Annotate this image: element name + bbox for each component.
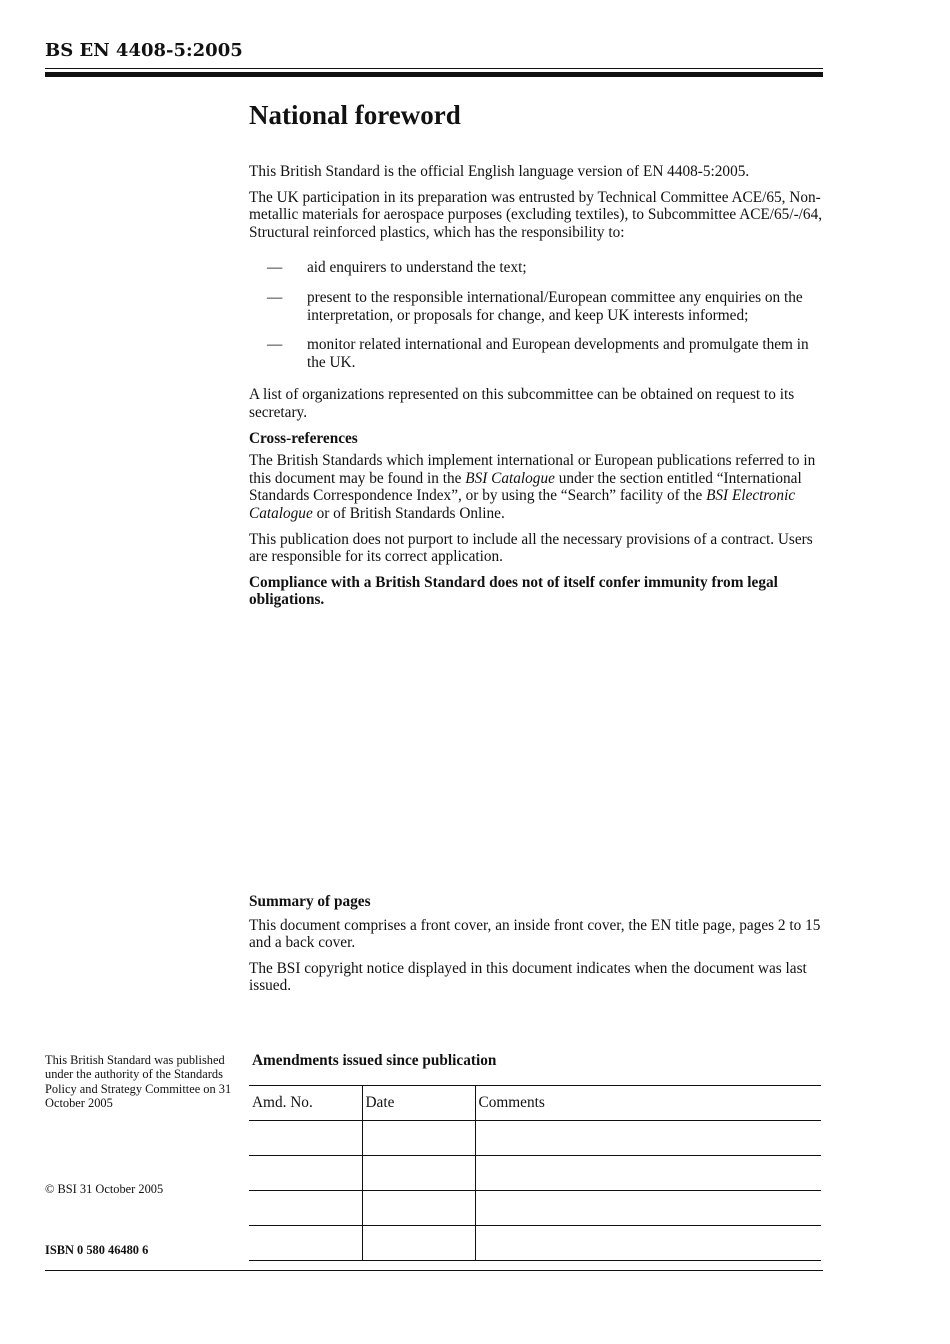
document-id: BS EN 4408-5:2005	[45, 40, 243, 61]
dash-marker: —	[267, 288, 283, 306]
column-header-amd-no: Amd. No.	[249, 1086, 362, 1121]
footer-rule	[45, 1270, 823, 1271]
summary-of-pages	[249, 893, 824, 1003]
summary-paragraph-2: The BSI copyright notice displayed in this document indicates when the document was last issued.	[249, 959, 807, 995]
column-header-date: Date	[362, 1086, 475, 1121]
table-cell	[475, 1156, 821, 1191]
page-title: National foreword	[249, 100, 461, 130]
intro-paragraph-1: This British Standard is the official English language version of EN 4408-5:2005.	[249, 163, 750, 180]
list-item-text: present to the responsible international/European committee any enquiries on the interpretation, or proposals for change, and keep UK interests informed;	[307, 288, 803, 324]
list-item	[249, 336, 824, 371]
table-cell	[475, 1191, 821, 1226]
list-note: A list of organizations represented on this subcommittee can be obtained on request to its secretary.	[249, 386, 795, 421]
table-cell	[362, 1156, 475, 1191]
table-row	[249, 1121, 821, 1156]
bsi-catalogue-title: BSI Catalogue	[465, 469, 555, 487]
cross-references-paragraph-1	[249, 452, 824, 522]
summary-paragraph-1: This document comprises a front cover, an inside front cover, the EN title page, pages 2 to 15 and a back cover.	[249, 916, 821, 952]
table-row	[249, 1156, 821, 1191]
table-cell	[362, 1226, 475, 1261]
table-header-row	[249, 1086, 821, 1121]
summary-heading: Summary of pages	[249, 893, 371, 910]
list-item	[249, 289, 824, 324]
list-item	[249, 259, 824, 277]
isbn: ISBN 0 580 46480 6	[45, 1243, 149, 1257]
text-run: under the section entitled “International Standards Correspondence Index”, or by using the “Search” facility of the	[249, 469, 802, 505]
list-item-text: monitor related international and European developments and promulgate them in the UK.	[307, 336, 809, 371]
table-cell	[249, 1156, 362, 1191]
list-item-text: aid enquirers to understand the text;	[307, 259, 527, 277]
table-row	[249, 1226, 821, 1261]
dash-marker: —	[267, 259, 283, 277]
text-run: The British Standards which implement international or European publications referred to in this document may be found in the	[249, 452, 816, 487]
copyright-notice: © BSI 31 October 2005	[45, 1182, 164, 1196]
table-cell	[249, 1191, 362, 1226]
cross-references-paragraph-2: This publication does not purport to include all the necessary provisions of a contract. Users are responsible for its correct application.	[249, 530, 813, 566]
bsi-electronic-catalogue-title: BSI Electronic Catalogue	[249, 487, 796, 522]
dash-marker: —	[267, 336, 283, 354]
table-row	[249, 1191, 821, 1226]
header-rule-thin	[45, 68, 823, 69]
responsibility-list	[249, 259, 824, 371]
amendments-title: Amendments issued since publication	[252, 1052, 497, 1069]
table-cell	[475, 1226, 821, 1261]
table-cell	[249, 1121, 362, 1156]
column-header-comments: Comments	[475, 1086, 821, 1121]
text-run: or of British Standards Online.	[312, 504, 505, 522]
table-cell	[475, 1121, 821, 1156]
authority-note: This British Standard was published under the authority of the Standards Policy and Strategy Committee on 31 October 2005	[45, 1053, 232, 1111]
cross-references-heading: Cross-references	[249, 429, 358, 447]
table-cell	[249, 1226, 362, 1261]
foreword-body	[249, 163, 824, 617]
table-cell	[362, 1191, 475, 1226]
intro-paragraph-2: The UK participation in its preparation was entrusted by Technical Committee ACE/65, Non-metallic materials for aerospace purposes (excluding textiles), to Subcommittee ACE/65/-/64, Structural reinforced plastics, which has the responsibility to:	[249, 188, 823, 241]
header-rule-thick	[45, 72, 823, 77]
compliance-statement: Compliance with a British Standard does not of itself confer immunity from legal obligations.	[249, 573, 778, 609]
table-cell	[362, 1121, 475, 1156]
amendments-table	[249, 1085, 821, 1261]
